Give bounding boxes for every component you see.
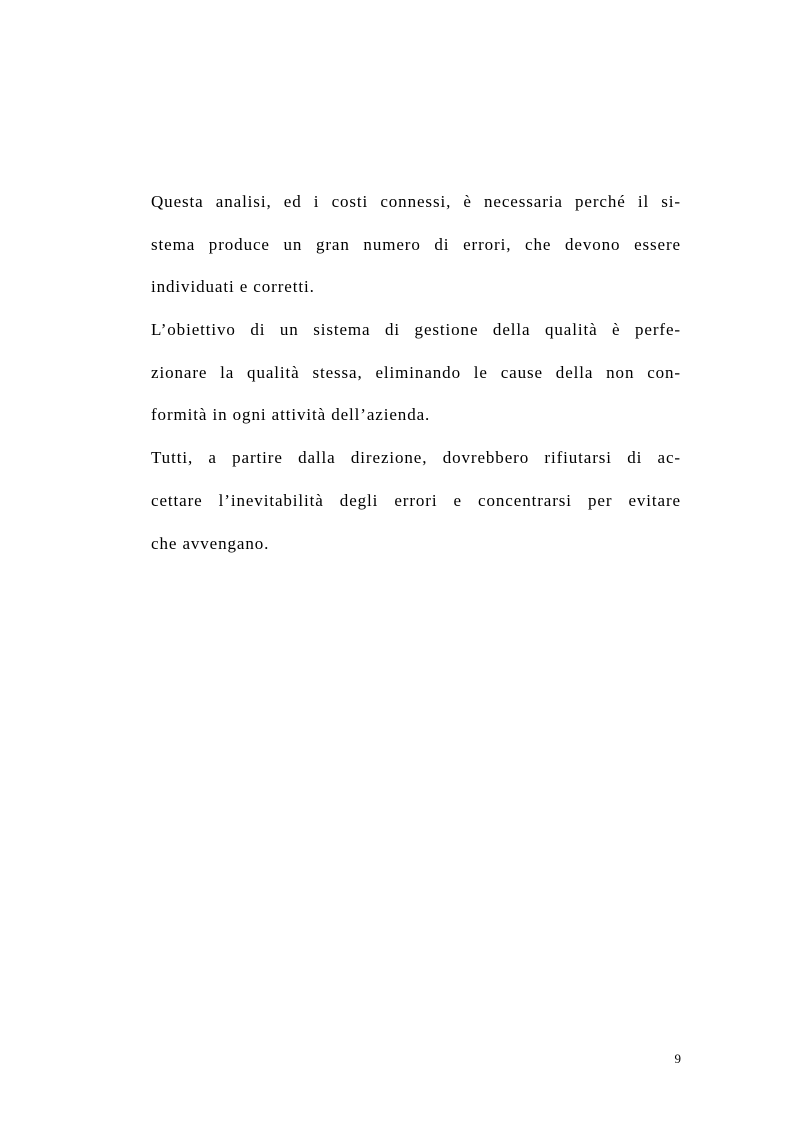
- text-line: stema produce un gran numero di errori, che devono essere: [151, 234, 681, 254]
- text-line: Questa analisi, ed i costi connessi, è necessaria perché il si-: [151, 192, 681, 211]
- paragraph-1: [151, 184, 681, 312]
- text-line: zionare la qualità stessa, eliminando le cause della non con-: [151, 362, 681, 382]
- text-line: cettare l’inevitabilità degli errori e concentrarsi per evitare: [151, 490, 681, 510]
- text-line: che avvengano.: [151, 533, 270, 553]
- page-number: 9: [674, 1051, 681, 1066]
- paragraph-2: [151, 312, 681, 440]
- text-line: individuati e corretti.: [151, 277, 315, 297]
- text-line: L’obiettivo di un sistema di gestione della qualità è perfe-: [151, 320, 681, 340]
- text-line: formità in ogni attività dell’azienda.: [151, 405, 431, 425]
- paragraph-3: [151, 440, 681, 568]
- body-text: [151, 184, 681, 568]
- text-line: Tutti, a partire dalla direzione, dovrebbero rifiutarsi di ac-: [151, 448, 681, 468]
